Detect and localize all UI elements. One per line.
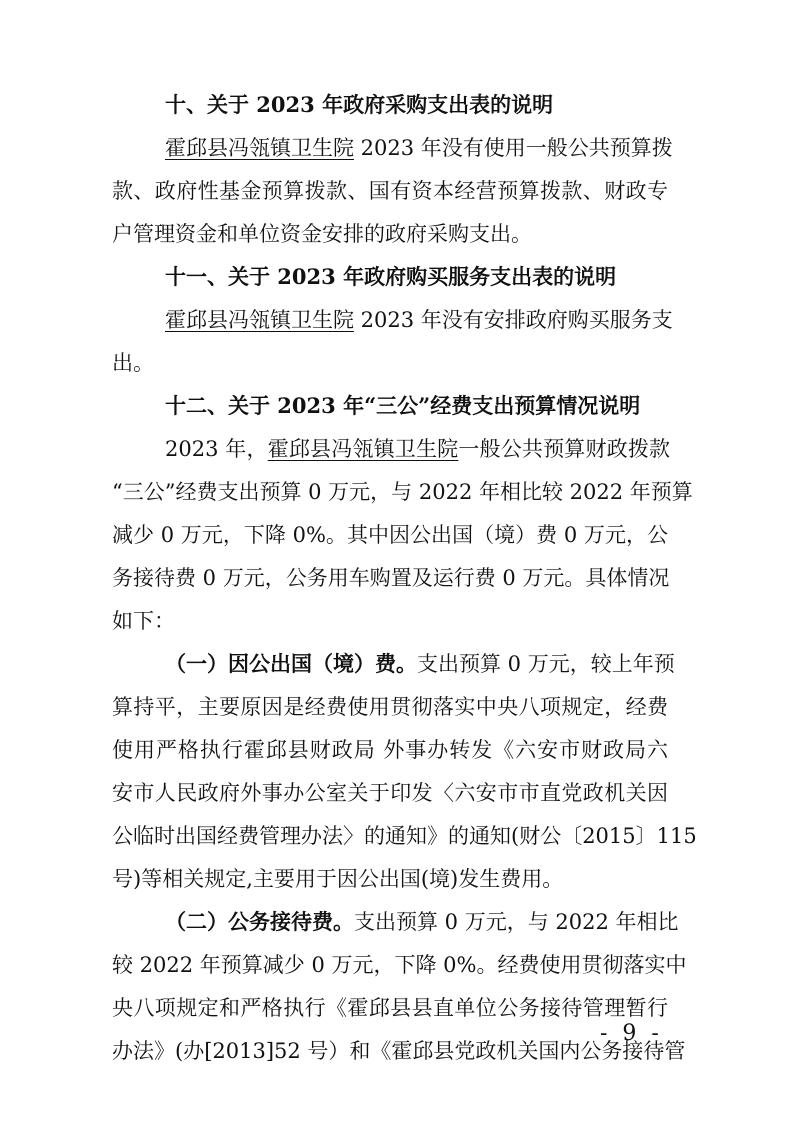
text-segment: 央八项规定和严格执行《霍邱县县直单位公务接待管理暂行 [112, 996, 668, 1020]
text-segment: 安市人民政府外事办公室关于印发〈六安市市直党政机关因 [112, 781, 668, 805]
text-line [112, 607, 192, 635]
text-line [112, 865, 582, 893]
text-line [112, 693, 668, 721]
text-segment: 2023 年， [165, 437, 268, 461]
text-segment: 出。 [112, 351, 154, 375]
text-line [112, 177, 668, 205]
text-segment: “三公”经费支出预算 0 万元，与 2022 年相比较 2022 年预算 [112, 480, 693, 504]
text-line [112, 994, 668, 1022]
unit-name: 霍邱县冯瓴镇卫生院 [267, 437, 459, 461]
heading-text: （二）公务接待费。 [165, 909, 354, 934]
text-line [112, 951, 687, 979]
text-line [165, 908, 679, 936]
heading-text: 十、关于 2023 年政府采购支出表的说明 [165, 92, 554, 117]
text-segment: 公临时出国经费管理办法〉的通知》的通知(财公〔2015〕115 [112, 824, 697, 848]
text-line [112, 349, 152, 377]
text-line [112, 779, 668, 807]
text-segment: 使用严格执行霍邱县财政局 外事办转发《六安市财政局六 [112, 738, 668, 762]
text-line [112, 478, 693, 506]
page-number: - 9 - [600, 1021, 663, 1046]
text-line [165, 435, 670, 463]
text-segment: 办法》(办[2013]52 号）和《霍邱县党政机关国内公务接待管 [112, 1039, 686, 1063]
text-segment: 一般公共预算财政拨款 [458, 437, 671, 461]
text-segment: 算持平，主要原因是经费使用贯彻落实中央八项规定，经费 [112, 695, 668, 719]
heading-text: （一）因公出国（境）费。 [165, 651, 417, 676]
heading-text: 十一、关于 2023 年政府购买服务支出表的说明 [165, 264, 617, 289]
text-segment: 务接待费 0 万元，公务用车购置及运行费 0 万元。具体情况 [112, 566, 670, 590]
text-segment: 号)等相关规定,主要用于因公出国(境)发生费用。 [112, 867, 564, 891]
text-line [165, 392, 641, 420]
text-line [165, 134, 673, 162]
text-segment: 支出预算 0 万元，较上年预 [417, 652, 675, 676]
text-segment: 户管理资金和单位资金安排的政府采购支出。 [112, 222, 532, 246]
text-line [165, 306, 673, 334]
unit-name: 霍邱县冯瓴镇卫生院 [165, 308, 354, 332]
text-line [165, 91, 554, 119]
text-line [112, 1037, 686, 1065]
text-segment: 减少 0 万元，下降 0%。其中因公出国（境）费 0 万元，公 [112, 523, 668, 547]
text-line [165, 650, 675, 678]
text-segment: 如下： [112, 609, 175, 633]
text-line [112, 822, 697, 850]
text-line [112, 564, 668, 592]
text-segment: 较 2022 年预算减少 0 万元，下降 0%。经费使用贯彻落实中 [112, 953, 687, 977]
text-line [112, 220, 532, 248]
text-line [112, 736, 668, 764]
text-segment: 2023 年没有使用一般公共预算拨 [354, 136, 673, 160]
text-segment: 款、政府性基金预算拨款、国有资本经营预算拨款、财政专 [112, 179, 668, 203]
text-line [165, 263, 617, 291]
text-line [112, 521, 668, 549]
text-segment: 2023 年没有安排政府购买服务支 [354, 308, 673, 332]
heading-text: 十二、关于 2023 年“三公”经费支出预算情况说明 [165, 393, 641, 418]
text-segment: 支出预算 0 万元，与 2022 年相比 [354, 910, 679, 934]
unit-name: 霍邱县冯瓴镇卫生院 [165, 136, 354, 160]
